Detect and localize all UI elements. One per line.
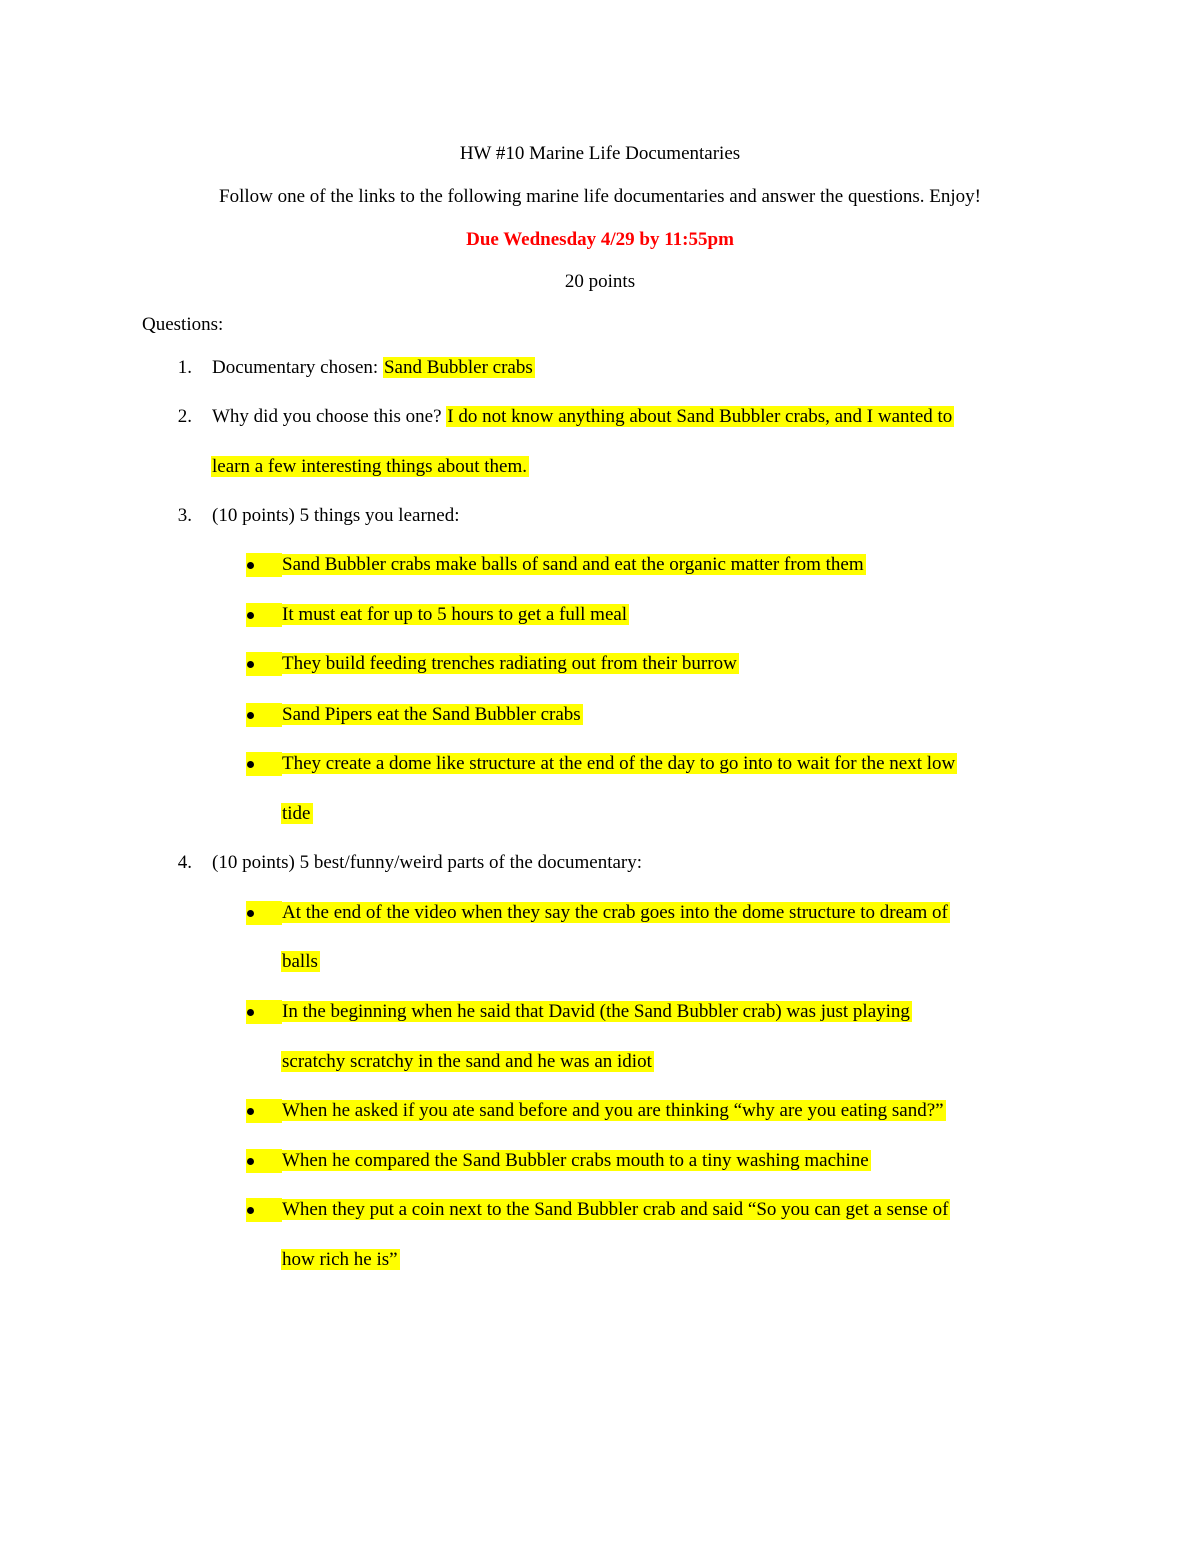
list-item-text: scratchy scratchy in the sand and he was an idiot: [282, 1051, 652, 1072]
list-item-text: balls: [282, 951, 318, 972]
list-item-text: They create a dome like structure at the end of the day to go into to wait for the next low: [282, 753, 956, 774]
question-number: 4.: [177, 852, 192, 873]
list-item-text: They build feeding trenches radiating out from their burrow: [282, 653, 737, 674]
bullet-dot-icon: [246, 652, 256, 676]
questions-label: Questions:: [142, 314, 224, 335]
bullet-dot-icon: [246, 1149, 256, 1173]
document-title: HW #10 Marine Life Documentaries: [459, 143, 741, 164]
bullet-dot-icon: [246, 553, 256, 577]
answer-continuation: [211, 455, 529, 479]
list-item-text: When they put a coin next to the Sand Bubbler crab and said “So you can get a sense of: [282, 1199, 949, 1220]
bullet-dot-icon: [246, 752, 256, 776]
answer-text: learn a few interesting things about them.: [212, 456, 527, 477]
bullet-dot-icon: [246, 1000, 256, 1024]
list-item-text: Sand Bubbler crabs make balls of sand and eat the organic matter from them: [282, 554, 864, 575]
question-3-prompt: (10 points) 5 things you learned:: [212, 505, 460, 526]
question-4-prompt: (10 points) 5 best/funny/weird parts of the documentary:: [212, 852, 643, 873]
question-1: [212, 356, 535, 380]
answer-text: Sand Bubbler crabs: [383, 357, 533, 378]
question-number: 3.: [177, 505, 192, 526]
question-prompt: Why did you choose this one?: [212, 406, 447, 427]
list-item-text: It must eat for up to 5 hours to get a full meal: [282, 604, 628, 625]
bullet-dot-icon: [246, 1198, 256, 1222]
bullet-dot-icon: [246, 1099, 256, 1123]
question-prompt: Documentary chosen:: [212, 357, 383, 378]
question-number: 2.: [177, 406, 192, 427]
answer-text: I do not know anything about Sand Bubbler crabs, and I wanted to: [447, 406, 953, 427]
due-date: Due Wednesday 4/29 by 11:55pm: [466, 229, 734, 250]
list-item-text: When he compared the Sand Bubbler crabs mouth to a tiny washing machine: [282, 1150, 869, 1171]
list-item-text: tide: [282, 803, 311, 824]
list-item-text: how rich he is”: [282, 1249, 398, 1270]
list-item-text: At the end of the video when they say the crab goes into the dome structure to dream of: [282, 902, 948, 923]
question-number: 1.: [177, 357, 192, 378]
instructions-text: Follow one of the links to the following marine life documentaries and answer the questions. Enjoy!: [219, 186, 981, 207]
question-2: [212, 405, 954, 429]
bullet-dot-icon: [246, 603, 256, 627]
bullet-dot-icon: [246, 703, 256, 727]
list-item-text: When he asked if you ate sand before and you are thinking “why are you eating sand?”: [282, 1100, 944, 1121]
list-item-text: In the beginning when he said that David (the Sand Bubbler crab) was just playing: [282, 1001, 910, 1022]
points-total: 20 points: [564, 271, 636, 292]
list-item-text: Sand Pipers eat the Sand Bubbler crabs: [282, 704, 581, 725]
bullet-dot-icon: [246, 901, 256, 925]
